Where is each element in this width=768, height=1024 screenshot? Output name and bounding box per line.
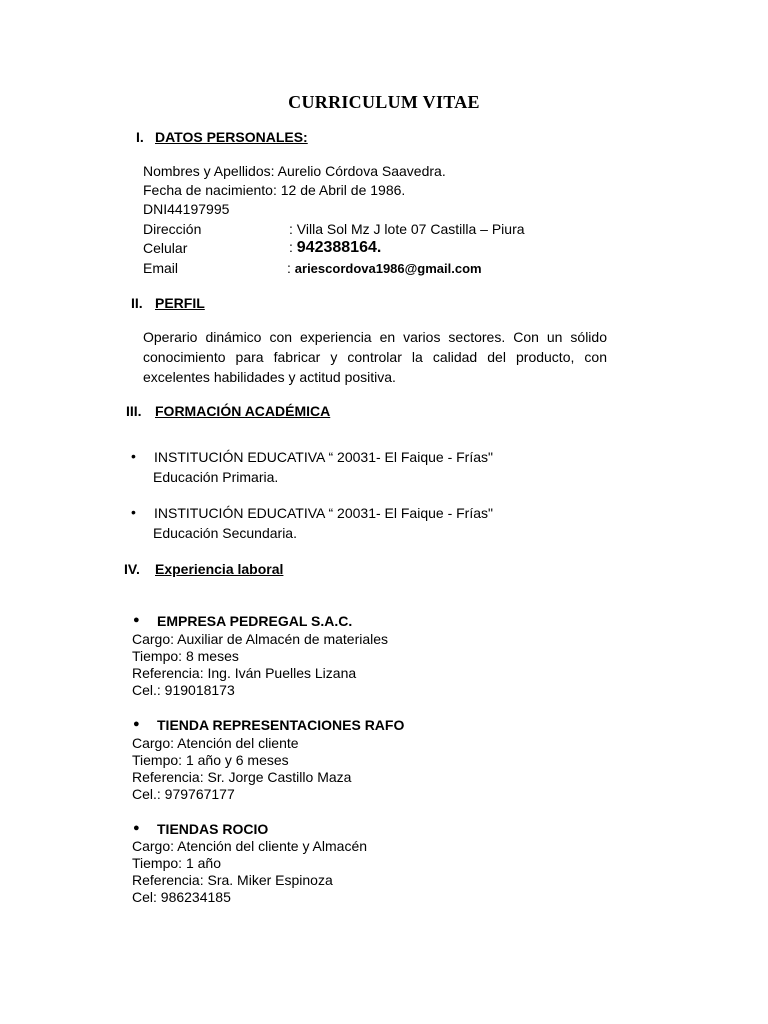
personal-email-colon: : (287, 260, 295, 276)
job-tiempo: Tiempo: 8 meses (132, 648, 239, 664)
personal-phone-value: 942388164. (296, 239, 382, 256)
job-referencia: Referencia: Ing. Iván Puelles Lizana (132, 665, 357, 681)
personal-email (287, 258, 482, 279)
job-cargo: Cargo: Atención del cliente y Almacén (132, 838, 368, 854)
job-cargo: Cargo: Auxiliar de Almacén de materiales (132, 631, 389, 647)
section-title-profile: PERFIL (155, 295, 205, 311)
education-institution: INSTITUCIÓN EDUCATIVA “ 20031- El Faique - Frías" (154, 449, 493, 465)
personal-phone (289, 237, 381, 258)
education-level: Educación Secundaria. (153, 525, 297, 541)
section-number-education: III. (126, 403, 142, 419)
section-number-experience: IV. (124, 561, 140, 577)
education-bullet: • (131, 504, 136, 520)
job-tiempo: Tiempo: 1 año (132, 855, 221, 871)
job-cel: Cel.: 979767177 (132, 786, 235, 802)
personal-phone-label: Celular (143, 240, 188, 256)
personal-name: Nombres y Apellidos: Aurelio Córdova Saavedra. (143, 163, 446, 179)
job-company: TIENDAS ROCIO (157, 821, 269, 837)
personal-email-value: ariescordova1986@gmail.com (294, 261, 482, 276)
job-cargo: Cargo: Atención del cliente (132, 735, 299, 751)
education-bullet: • (131, 448, 136, 464)
job-bullet: ● (133, 822, 140, 834)
personal-address-value: : Villa Sol Mz J lote 07 Castilla – Piura (289, 221, 525, 237)
personal-email-label: Email (143, 260, 179, 276)
job-cel: Cel.: 919018173 (132, 682, 235, 698)
job-bullet: ● (133, 614, 140, 626)
personal-birthdate: Fecha de nacimiento: 12 de Abril de 1986. (143, 182, 406, 198)
section-title-education: FORMACIÓN ACADÉMICA (155, 403, 331, 419)
job-cel: Cel: 986234185 (132, 889, 231, 905)
page-title: CURRICULUM VITAE (288, 92, 480, 112)
job-tiempo: Tiempo: 1 año y 6 meses (132, 752, 289, 768)
section-number-profile: II. (131, 295, 143, 311)
section-number-personal: I. (136, 129, 144, 145)
job-bullet: ● (133, 718, 140, 730)
education-level: Educación Primaria. (153, 469, 279, 485)
job-company: EMPRESA PEDREGAL S.A.C. (157, 613, 353, 629)
education-institution: INSTITUCIÓN EDUCATIVA “ 20031- El Faique - Frías" (154, 505, 493, 521)
section-title-experience: Experiencia laboral (155, 561, 284, 577)
job-referencia: Referencia: Sr. Jorge Castillo Maza (132, 769, 352, 785)
personal-address-label: Dirección (143, 221, 202, 237)
profile-paragraph: Operario dinámico con experiencia en varios sectores. Con un sólido conocimiento para fabricar y controlar la calidad del producto, con excelentes habilidades y actitud positiva. (143, 329, 607, 385)
personal-phone-colon: : (289, 239, 297, 255)
section-title-personal: DATOS PERSONALES: (155, 129, 308, 145)
job-company: TIENDA REPRESENTACIONES RAFO (157, 717, 405, 733)
job-referencia: Referencia: Sra. Miker Espinoza (132, 872, 333, 888)
personal-dni: DNI44197995 (143, 201, 230, 217)
